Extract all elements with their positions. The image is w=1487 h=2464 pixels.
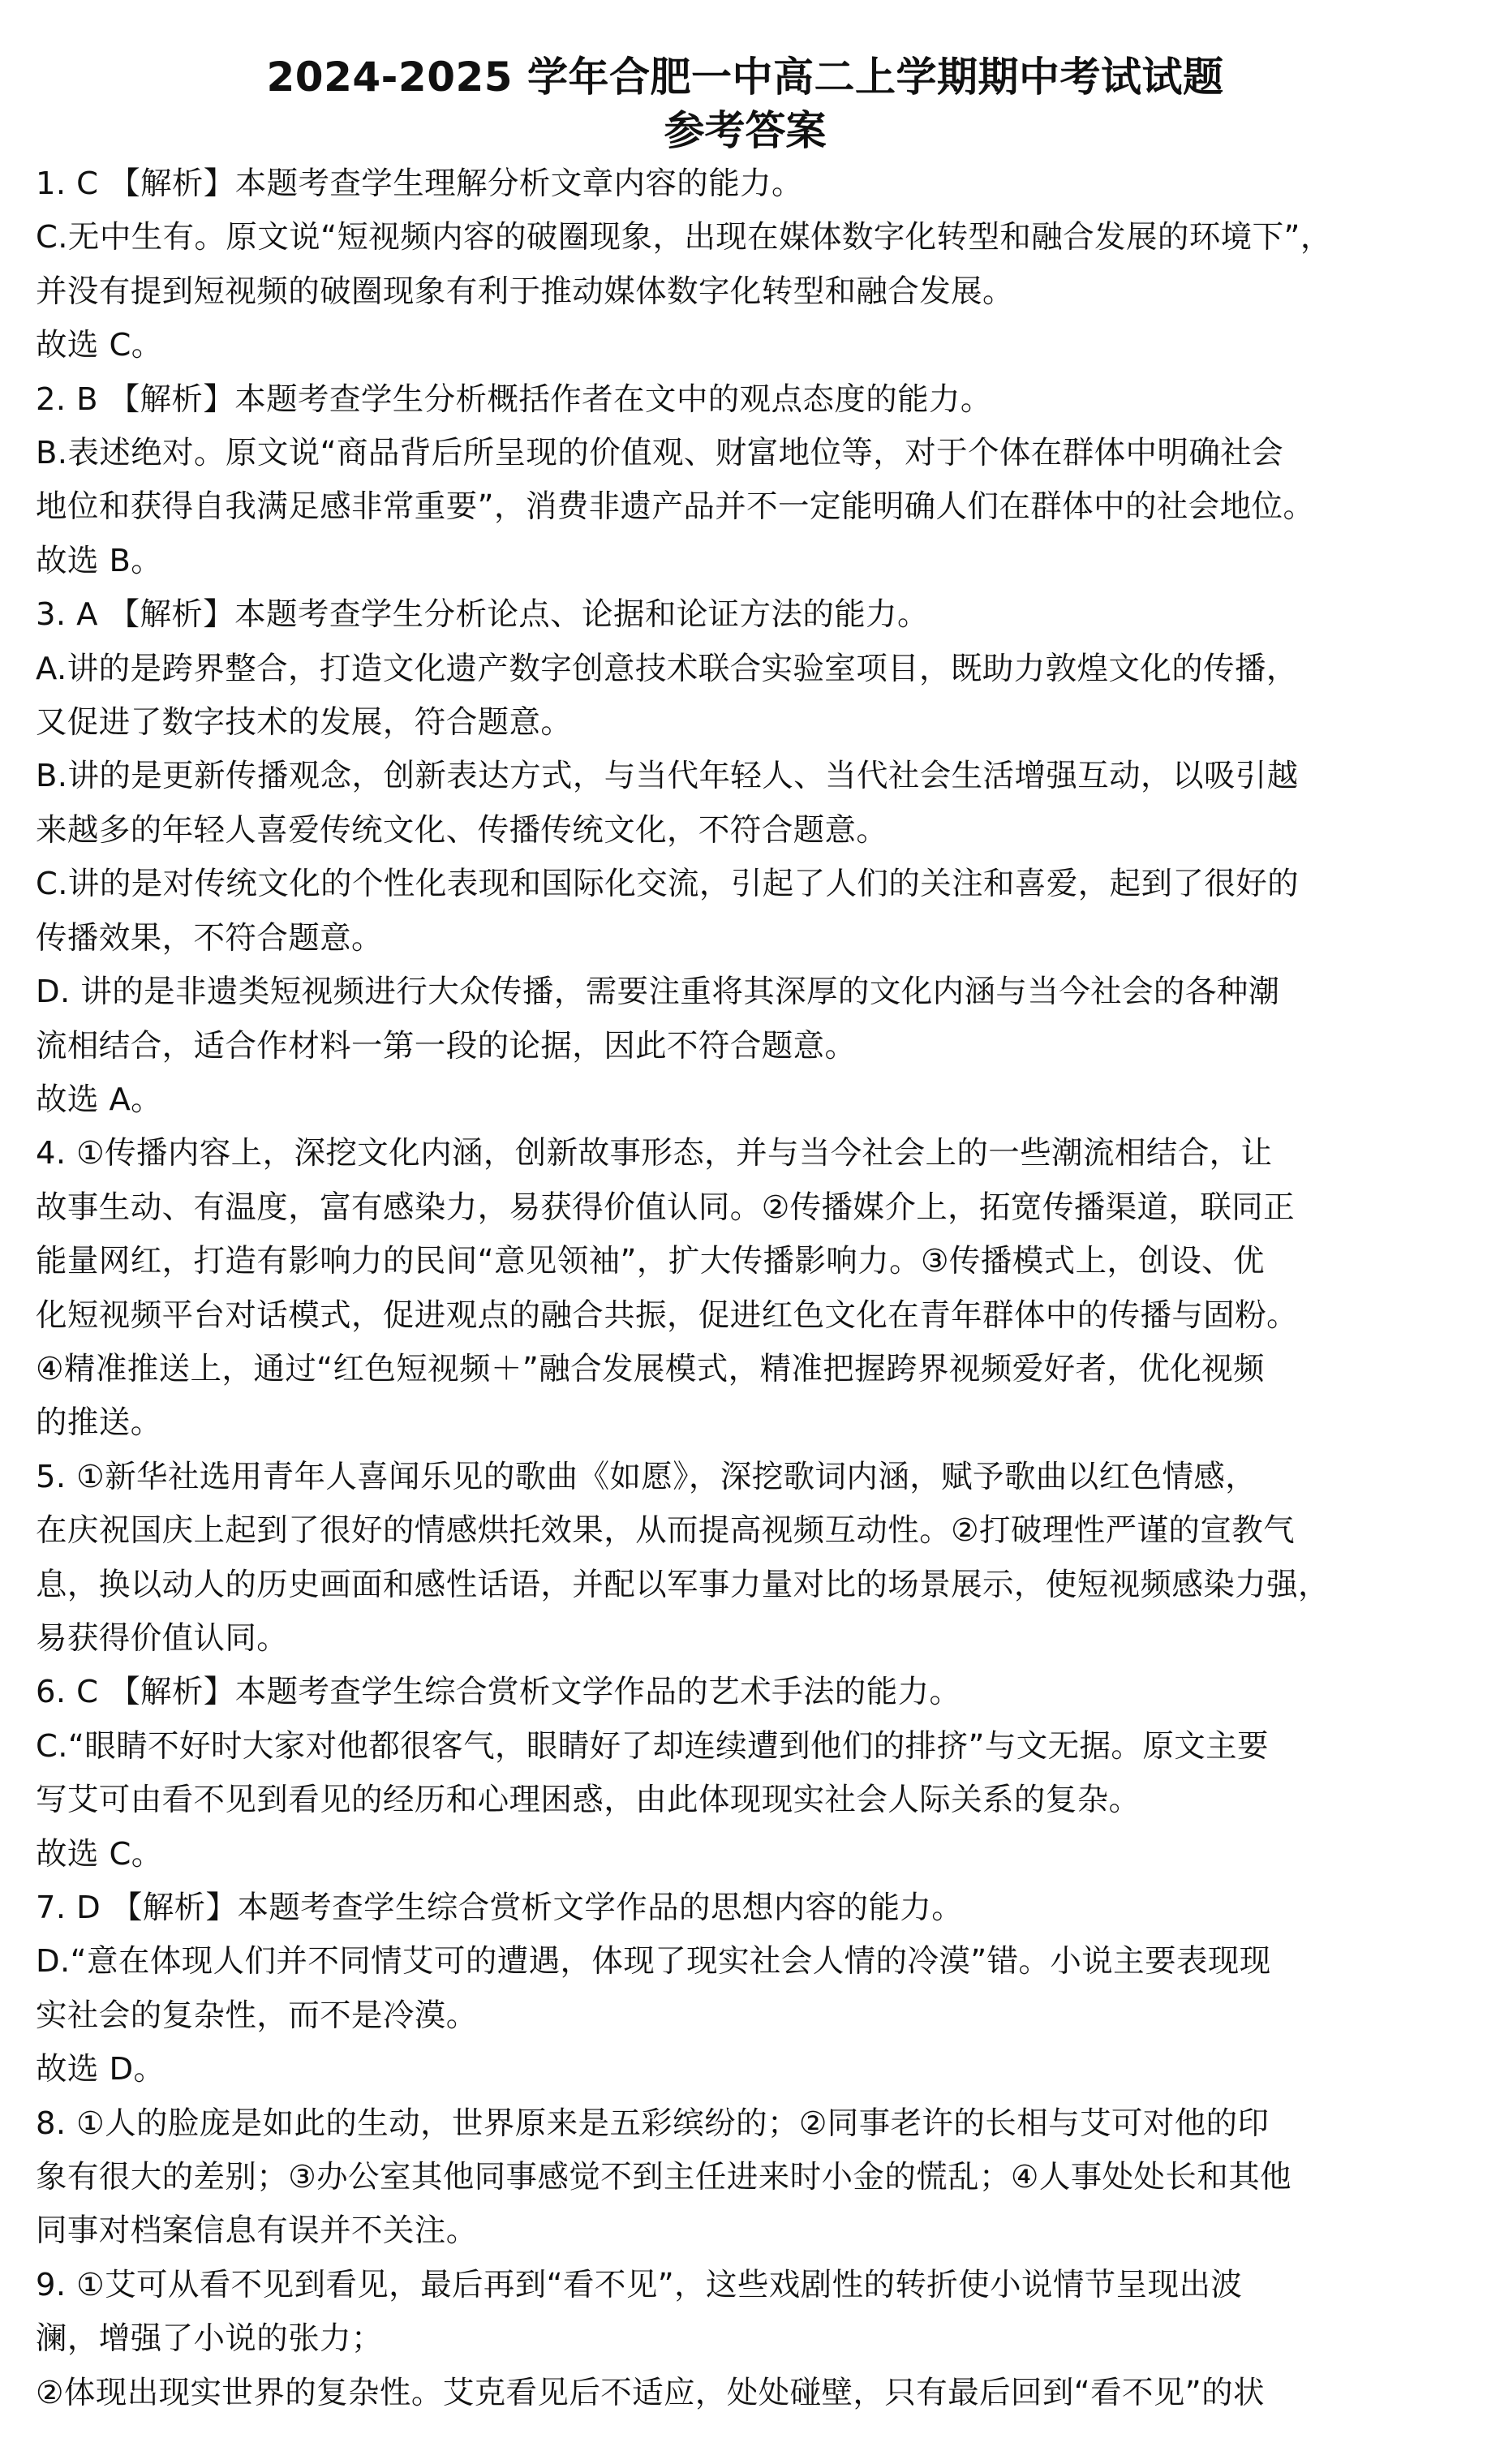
text-line: 同事对档案信息有误并不关注。 [36, 2212, 478, 2250]
text-line: A.讲的是跨界整合，打造文化遗产数字创意技术联合实验室项目，既助力敦煌文化的传播， [36, 650, 1298, 687]
text-line: 1. C 【解析】本题考查学生理解分析文章内容的能力。 [36, 166, 803, 202]
text-line: 并没有提到短视频的破圈现象有利于推动媒体数字化转型和融合发展。 [36, 273, 1014, 310]
text-line: 9. ①艾可从看不见到看见，最后再到“看不见”，这些戏剧性的转折使小说情节呈现出波 [36, 2266, 1243, 2303]
text-line: 澜，增强了小说的张力； [36, 2320, 383, 2358]
text-line: 息，换以动人的历史画面和感性话语，并配以军事力量对比的场景展示，使短视频感染力强， [36, 1566, 1330, 1603]
text-line: 传播效果，不符合题意。 [36, 919, 383, 957]
text-line: 地位和获得自我满足感非常重要”，消费非遗产品并不一定能明确人们在群体中的社会地位。 [36, 488, 1315, 526]
text-line: 流相结合，适合作材料一第一段的论据，因此不符合题意。 [36, 1027, 857, 1064]
page-subtitle: 参考答案 [664, 107, 827, 154]
text-line: ④精准推送上，通过“红色短视频＋”融合发展模式，精准把握跨界视频爱好者，优化视频 [36, 1350, 1265, 1387]
text-line: 4. ①传播内容上，深挖文化内涵，创新故事形态，并与当今社会上的一些潮流相结合，让 [36, 1135, 1273, 1172]
text-line: 6. C 【解析】本题考查学生综合赏析文学作品的艺术手法的能力。 [36, 1674, 961, 1711]
text-line: D.“意在体现人们并不同情艾可的遭遇，体现了现实社会人情的冷漠”错。小说主要表现现 [36, 1943, 1271, 1980]
text-line: 故选 B。 [36, 542, 163, 579]
text-line: 故事生动、有温度，富有感染力，易获得价值认同。②传播媒介上，拓宽传播渠道，联同正 [36, 1189, 1296, 1226]
text-line: C.“眼睛不好时大家对他都很客气，眼睛好了却连续遭到他们的排挤”与文无据。原文主要 [36, 1727, 1269, 1765]
text-line: 故选 A。 [36, 1081, 163, 1118]
text-line: 来越多的年轻人喜爱传统文化、传播传统文化，不符合题意。 [36, 811, 888, 849]
answer-content [36, 157, 1455, 2420]
text-line: 5. ①新华社选用青年人喜闻乐见的歌曲《如愿》，深挖歌词内涵，赋予歌曲以红色情感， [36, 1458, 1257, 1495]
text-line: 8. ①人的脸庞是如此的生动，世界原来是五彩缤纷的；②同事老许的长相与艾可对他的印 [36, 2105, 1270, 2142]
text-line: 象有很大的差别；③办公室其他同事感觉不到主任进来时小金的慌乱；④人事处处长和其他 [36, 2159, 1292, 2196]
text-line: 易获得价值认同。 [36, 1619, 289, 1657]
text-line: 能量网红，打造有影响力的民间“意见领袖”，扩大传播影响力。③传播模式上，创设、优 [36, 1243, 1265, 1280]
text-line: 写艾可由看不见到看见的经历和心理困惑，由此体现现实社会人际关系的复杂。 [36, 1782, 1141, 1819]
text-line: 化短视频平台对话模式，促进观点的融合共振，促进红色文化在青年群体中的传播与固粉。 [36, 1297, 1299, 1334]
text-line: 的推送。 [36, 1404, 162, 1442]
text-line: B.讲的是更新传播观念，创新表达方式，与当代年轻人、当代社会生活增强互动，以吸引越 [36, 758, 1299, 795]
text-line: 2. B 【解析】本题考查学生分析概括作者在文中的观点态度的能力。 [36, 381, 992, 418]
text-line: 7. D 【解析】本题考查学生综合赏析文学作品的思想内容的能力。 [36, 1890, 964, 1926]
text-line: 故选 C。 [36, 1835, 163, 1873]
text-line: D. 讲的是非遗类短视频进行大众传播，需要注重将其深厚的文化内涵与当今社会的各种潮 [36, 974, 1280, 1011]
text-line: 又促进了数字技术的发展，符合题意。 [36, 704, 573, 742]
text-line: 在庆祝国庆上起到了很好的情感烘托效果，从而提高视频互动性。②打破理性严谨的宣教气 [36, 1512, 1296, 1550]
text-line: C.无中生有。原文说“短视频内容的破圈现象，出现在媒体数字化转型和融合发展的环境下”， [36, 219, 1332, 256]
text-line: ②体现出现实世界的复杂性。艾克看见后不适应，处处碰壁，只有最后回到“看不见”的状 [36, 2374, 1265, 2411]
text-line: 3. A 【解析】本题考查学生分析论点、论据和论证方法的能力。 [36, 596, 929, 634]
text-line: 实社会的复杂性，而不是冷漠。 [36, 1997, 478, 2034]
text-line: 故选 C。 [36, 327, 163, 364]
text-line: 故选 D。 [36, 2051, 165, 2088]
page-title: 2024-2025 学年合肥一中高二上学期期中考试试题 [266, 54, 1224, 101]
text-line: C.讲的是对传统文化的个性化表现和国际化交流，引起了人们的关注和喜爱，起到了很好的 [36, 866, 1300, 903]
text-line: B.表述绝对。原文说“商品背后所呈现的价值观、财富地位等，对于个体在群体中明确社会 [36, 435, 1283, 472]
